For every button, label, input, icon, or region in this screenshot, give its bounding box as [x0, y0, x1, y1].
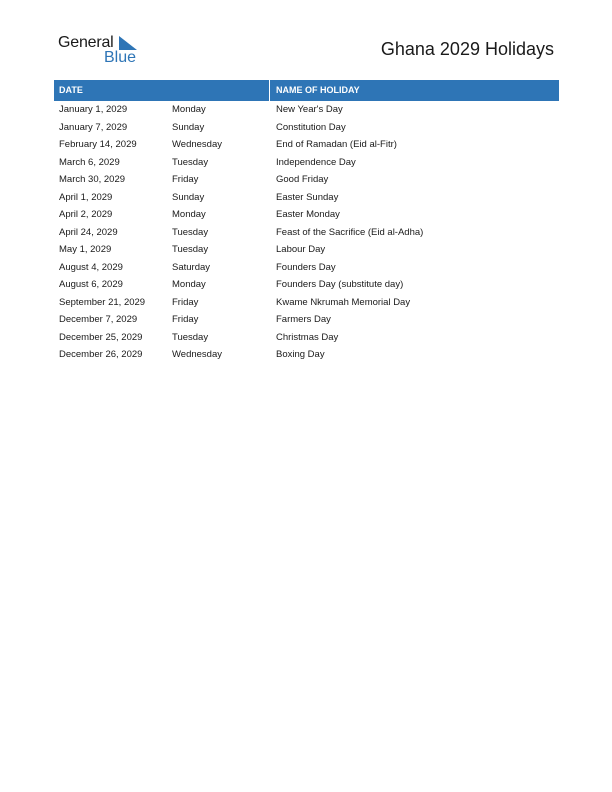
cell-date: September 21, 2029 [59, 296, 146, 308]
cell-holiday-name: Farmers Day [276, 314, 331, 325]
cell-weekday: Tuesday [172, 226, 209, 238]
cell-date: August 6, 2029 [59, 279, 123, 290]
table-row [54, 241, 559, 259]
logo-triangle-icon [119, 36, 137, 50]
cell-weekday: Sunday [172, 191, 205, 203]
cell-date: December 26, 2029 [59, 349, 143, 360]
table-row [54, 224, 559, 242]
table-row [54, 276, 559, 294]
table-row [54, 136, 559, 154]
table-row [54, 171, 559, 189]
table-row [54, 329, 559, 347]
table-row [54, 346, 559, 364]
cell-weekday: Monday [172, 209, 206, 220]
cell-weekday: Wednesday [172, 139, 222, 150]
cell-holiday-name: Good Friday [276, 174, 329, 185]
cell-date: April 24, 2029 [59, 226, 118, 238]
cell-date: January 7, 2029 [59, 121, 128, 133]
cell-holiday-name: Easter Monday [276, 209, 340, 220]
cell-weekday: Sunday [172, 121, 205, 133]
cell-holiday-name: Founders Day [276, 261, 336, 273]
cell-holiday-name: Constitution Day [276, 121, 346, 133]
cell-holiday-name: Founders Day (substitute day) [276, 279, 404, 290]
cell-weekday: Friday [172, 314, 199, 325]
cell-weekday: Tuesday [172, 156, 209, 168]
cell-holiday-name: Feast of the Sacrifice (Eid al-Adha) [276, 226, 424, 238]
table-row [54, 259, 559, 277]
table-row [54, 189, 559, 207]
cell-date: March 30, 2029 [59, 174, 126, 185]
cell-date: December 25, 2029 [59, 331, 143, 343]
table-row [54, 154, 559, 172]
header-divider [269, 80, 270, 101]
header-date: DATE [59, 85, 83, 95]
page-title: Ghana 2029 Holidays [380, 39, 554, 59]
cell-date: May 1, 2029 [59, 244, 112, 255]
logo [58, 34, 148, 68]
cell-holiday-name: End of Ramadan (Eid al-Fitr) [276, 139, 397, 150]
cell-holiday-name: Labour Day [276, 244, 326, 255]
cell-holiday-name: Christmas Day [276, 331, 339, 343]
cell-weekday: Tuesday [172, 331, 209, 343]
cell-holiday-name: Independence Day [276, 156, 356, 168]
cell-weekday: Friday [172, 296, 199, 308]
cell-holiday-name: New Year's Day [276, 104, 343, 115]
cell-weekday: Wednesday [172, 349, 222, 360]
cell-holiday-name: Kwame Nkrumah Memorial Day [276, 296, 411, 308]
table-row [54, 101, 559, 119]
logo-text-general: General [58, 34, 114, 51]
cell-holiday-name: Boxing Day [276, 349, 325, 360]
logo-text-blue: Blue [104, 49, 137, 66]
cell-weekday: Saturday [172, 261, 211, 273]
holiday-table [54, 80, 559, 364]
cell-date: April 1, 2029 [59, 191, 113, 203]
cell-date: February 14, 2029 [59, 139, 137, 150]
cell-weekday: Monday [172, 104, 206, 115]
header-holiday-name: NAME OF HOLIDAY [276, 85, 360, 95]
table-header [54, 80, 559, 101]
cell-date: December 7, 2029 [59, 314, 138, 325]
cell-holiday-name: Easter Sunday [276, 191, 339, 203]
table-row [54, 119, 559, 137]
cell-weekday: Friday [172, 174, 199, 185]
table-row [54, 206, 559, 224]
cell-date: March 6, 2029 [59, 156, 120, 168]
cell-date: April 2, 2029 [59, 209, 113, 220]
cell-date: August 4, 2029 [59, 261, 123, 273]
table-row [54, 311, 559, 329]
table-body [54, 101, 559, 364]
cell-date: January 1, 2029 [59, 104, 128, 115]
cell-weekday: Monday [172, 279, 206, 290]
cell-weekday: Tuesday [172, 244, 209, 255]
table-row [54, 294, 559, 312]
